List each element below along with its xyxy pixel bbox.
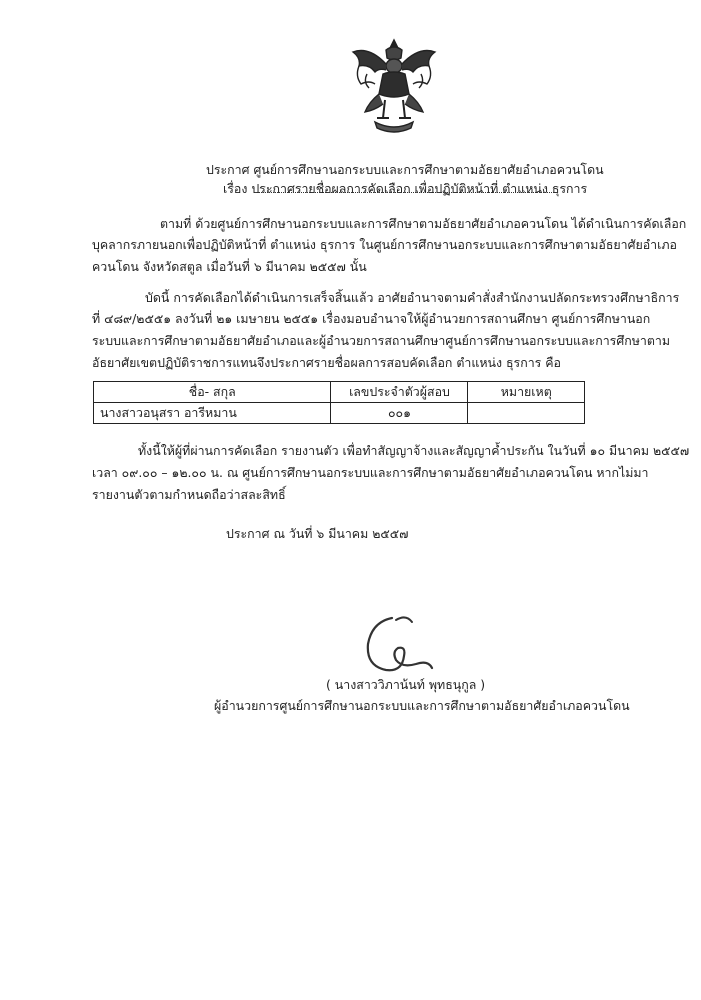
table-header-name: ชื่อ- สกุล: [94, 382, 331, 403]
para2-line3: ระบบและการศึกษาตามอัธยาศัยอำเภอและผู้อำนวยการสถานศึกษาศูนย์การศึกษานอกระบบและการศึกษาตาม: [92, 333, 670, 348]
signature-icon: [352, 608, 442, 688]
para1-line3: ควนโดน จังหวัดสตูล เมื่อวันที่ ๖ มีนาคม ๒๕๕๗ นั้น: [92, 259, 367, 274]
para1-line2: บุคลากรภายนอกเพื่อปฏิบัติหน้าที่ ตำแหน่ง ธุรการ ในศูนย์การศึกษานอกระบบและการศึกษาตามอัธยาศัยอำเภอ: [92, 237, 677, 252]
garuda-emblem-icon: [339, 36, 449, 136]
table-header-remark: หมายเหตุ: [468, 382, 585, 403]
table-header-row: [94, 382, 585, 403]
para3-line1: ทั้งนี้ให้ผู้ที่ผ่านการคัดเลือก รายงานตัว เพื่อทำสัญญาจ้างและสัญญาค้ำประกัน ในวันที่ ๑๐ มีนาคม ๒๕๕๗: [138, 443, 690, 458]
table-cell-name: นางสาวอนุสรา อารีหมาน: [94, 403, 331, 424]
announcement-date: ประกาศ ณ วันที่ ๖ มีนาคม ๒๕๕๗: [226, 526, 409, 541]
announcement-subject: เรื่อง ประกาศรายชื่อผลการคัดเลือก เพื่อปฏิบัติหน้าที่ ตำแหน่ง ธุรการ: [223, 181, 588, 196]
table-cell-exam-id: ๐๐๑: [331, 403, 468, 424]
para3-line3: รายงานตัวตามกำหนดถือว่าสละสิทธิ์: [92, 487, 286, 502]
table-row: [94, 403, 585, 424]
signer-name: ( นางสาววิภาน้นท์ พุทธนุกูล ): [326, 677, 486, 692]
para2-line1: บัดนี้ การคัดเลือกได้ดำเนินการเสร็จสิ้นแล้ว อาศัยอำนาจตามคำสั่งสำนักงานปลัดกระทรวงศึกษาธิการ: [145, 290, 680, 305]
announcement-title: ประกาศ ศูนย์การศึกษานอกระบบและการศึกษาตามอัธยาศัยอำเภอควนโดน: [206, 162, 604, 177]
para3-line2: เวลา ๐๙.๐๐ – ๑๒.๐๐ น. ณ ศูนย์การศึกษานอกระบบและการศึกษาตามอัธยาศัยอำเภอควนโดน หากไม่มา: [92, 465, 649, 480]
result-table: [93, 381, 585, 424]
table-header-exam-id: เลขประจำตัวผู้สอบ: [331, 382, 468, 403]
title-divider: [258, 192, 558, 193]
table-cell-remark: [468, 403, 585, 424]
para1-line1: ตามที่ ด้วยศูนย์การศึกษานอกระบบและการศึกษาตามอัธยาศัยอำเภอควนโดน ได้ดำเนินการคัดเลือก: [160, 216, 687, 231]
para2-line2: ที่ ๔๘๙/๒๕๕๑ ลงวันที่ ๒๑ เมษายน ๒๕๕๑ เรื่องมอบอำนาจให้ผู้อำนวยการสถานศึกษา ศูนย์การศึกษานอก: [92, 311, 651, 326]
para2-line4: อัธยาศัยเขตปฏิบัติราชการแทนจึงประกาศรายชื่อผลการสอบคัดเลือก ตำแหน่ง ธุรการ คือ: [92, 355, 561, 370]
signer-position: ผู้อำนวยการศูนย์การศึกษานอกระบบและการศึกษาตามอัธยาศัยอำเภอควนโดน: [214, 698, 630, 713]
